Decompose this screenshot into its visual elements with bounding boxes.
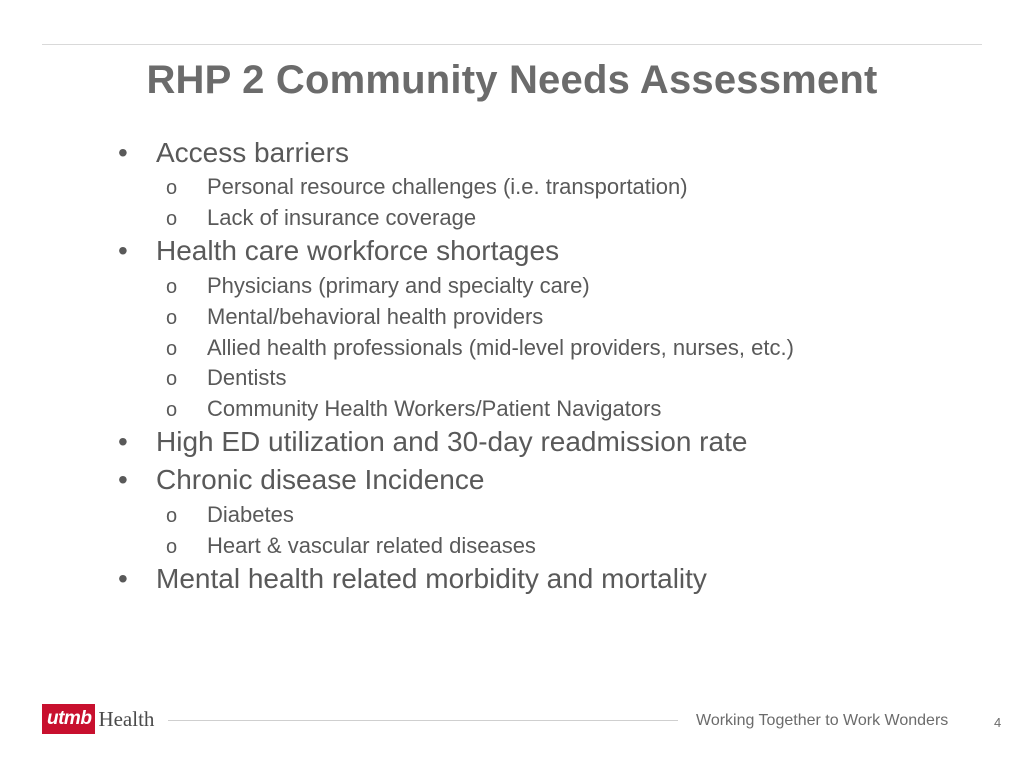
slide-title: RHP 2 Community Needs Assessment [146,58,878,102]
sub-bullet-text: Personal resource challenges (i.e. transportation) [207,174,688,199]
logo-word: Health [98,707,155,731]
footer-divider [168,720,678,721]
sub-bullet-marker: o [166,177,178,199]
bullet-item [112,235,559,267]
sub-bullet-text: Dentists [207,365,287,390]
sub-bullet-marker: o [166,276,178,298]
sub-bullet-text: Diabetes [207,502,294,527]
sub-bullet-marker: o [166,307,178,329]
bullet-marker: • [118,235,128,266]
bullet-item [112,426,747,458]
bullet-text: Chronic disease Incidence [156,464,485,495]
sub-bullet-text: Lack of insurance coverage [207,205,477,230]
sub-bullet-item [166,174,688,201]
sub-bullet-text: Allied health professionals (mid-level providers, nurses, etc.) [207,335,794,360]
sub-bullet-marker: o [166,505,178,527]
sub-bullet-text: Mental/behavioral health providers [207,304,544,329]
footer-tagline: Working Together to Work Wonders [696,712,949,729]
sub-bullet-item [166,365,286,392]
sub-bullet-marker: o [166,368,178,390]
sub-bullet-item [166,304,543,331]
sub-bullet-item [166,205,476,232]
sub-bullet-item [166,273,590,300]
sub-bullet-marker: o [166,208,178,230]
bullet-text: Health care workforce shortages [156,235,560,266]
sub-bullet-item [166,533,536,560]
logo-mark: utmb [42,704,95,734]
page-number: 4 [994,715,1002,730]
sub-bullet-marker: o [166,536,178,558]
sub-bullet-text: Community Health Workers/Patient Navigators [207,396,662,421]
utmb-health-logo [42,704,154,734]
bullet-marker: • [118,464,128,495]
sub-bullet-text: Physicians (primary and specialty care) [207,273,590,298]
bullet-text: Access barriers [156,137,349,168]
sub-bullet-text: Heart & vascular related diseases [207,533,536,558]
bullet-text: Mental health related morbidity and mortality [156,563,707,594]
sub-bullet-item [166,396,661,423]
bullet-marker: • [118,426,128,457]
bullet-item [112,464,484,496]
sub-bullet-marker: o [166,338,178,360]
bullet-marker: • [118,137,128,168]
bullet-item [112,137,349,169]
sub-bullet-item [166,502,294,529]
sub-bullet-item [166,335,794,362]
sub-bullet-marker: o [166,399,178,421]
bullet-item [112,563,707,595]
bullet-text: High ED utilization and 30-day readmission rate [156,426,748,457]
bullet-marker: • [118,563,128,594]
